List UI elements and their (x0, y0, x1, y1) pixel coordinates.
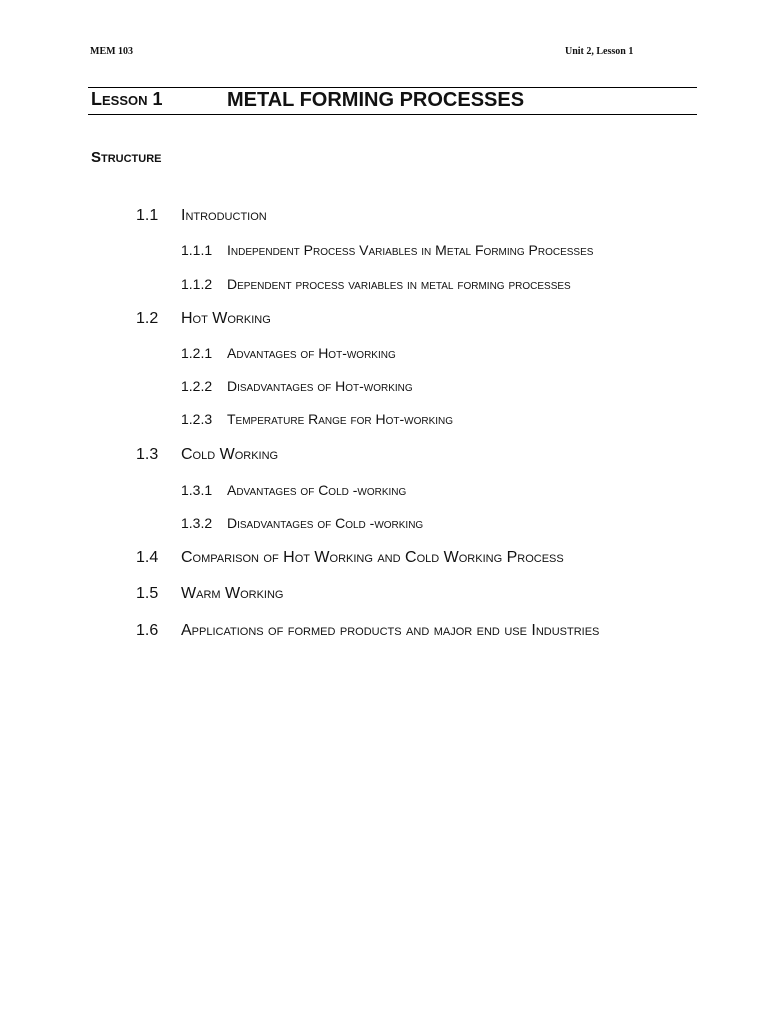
title-rule-bottom (88, 114, 697, 115)
toc-item-label: Introduction (181, 207, 267, 224)
toc-item-number: 1.3 (136, 446, 159, 463)
toc-subitem-label: Dependent process variables in metal forming processes (227, 276, 571, 292)
toc-subitem-label: Disadvantages of Cold -working (227, 515, 424, 531)
toc-subitem-number: 1.2.3 (181, 411, 213, 427)
toc-item-label: Warm Working (181, 585, 284, 602)
header-unit-lesson: Unit 2, Lesson 1 (565, 46, 634, 57)
toc-item-number: 1.1 (136, 207, 159, 224)
toc-item-number: 1.2 (136, 310, 159, 327)
toc-subitem-number: 1.1.1 (181, 242, 213, 258)
header-course-code: MEM 103 (90, 46, 134, 57)
toc-item-label: Comparison of Hot Working and Cold Working Process (181, 549, 564, 566)
toc-subitem-label: Independent Process Variables in Metal Forming Processes (227, 242, 594, 258)
toc-subitem-number: 1.3.2 (181, 515, 213, 531)
toc-item-number: 1.5 (136, 585, 159, 602)
toc-item-label: Cold Working (181, 446, 279, 463)
toc-item-label: Applications of formed products and major end use Industries (181, 622, 600, 639)
toc-item-label: Hot Working (181, 310, 271, 327)
toc-subitem-number: 1.1.2 (181, 276, 213, 292)
toc-item-number: 1.6 (136, 622, 159, 639)
toc-subitem-number: 1.3.1 (181, 482, 213, 498)
toc-subitem-label: Advantages of Hot-working (227, 345, 396, 361)
toc-subitem-number: 1.2.1 (181, 345, 213, 361)
toc-subitem-label: Advantages of Cold -working (227, 482, 407, 498)
title-rule-top (88, 87, 697, 88)
toc-subitem-label: Disadvantages of Hot-working (227, 378, 413, 394)
lesson-title: METAL FORMING PROCESSES (227, 89, 525, 111)
toc-item-number: 1.4 (136, 549, 159, 566)
structure-heading: Structure (91, 149, 162, 166)
toc-subitem-number: 1.2.2 (181, 378, 213, 394)
toc-subitem-label: Temperature Range for Hot-working (227, 411, 454, 427)
lesson-label: Lesson 1 (91, 89, 163, 109)
